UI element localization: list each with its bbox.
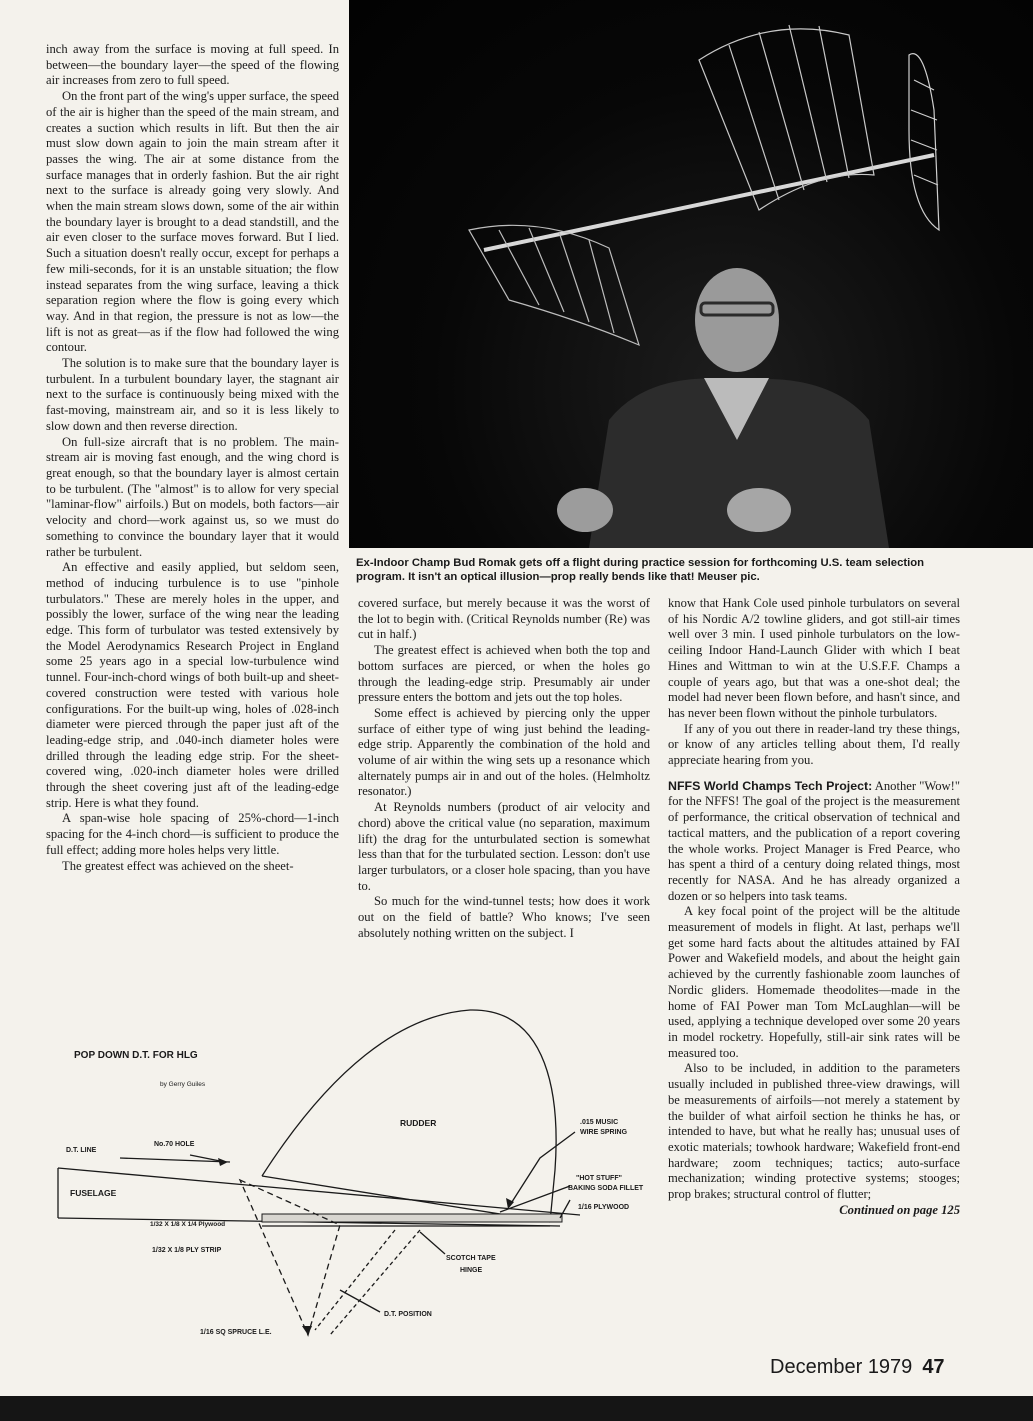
paragraph: An effective and easily applied, but seldom seen, method of inducing turbulence is to use "pinhole turbulators." These are merely holes in the upper, and possibly the lower, surface of the wing near the leading edge. This form of turbulator was tested extensively by the Model Aerodynamics Research Project in England some 25 years ago in a special low-turbulence wind tunnel. Four-inch-chord wings of both built-up and sheet-covered construction were tested with various hole configurations. For the built-up wing, holes of .028-inch diameter were pierced through the paper just aft of the leading-edge strip, and .040-inch diameter holes were drilled through the leading edge strip. For the sheet-covered wing, .020-inch diameter holes were drilled through the sheet covering just aft of the leading-edge strip. Here is what they found. bbox=[46, 560, 339, 810]
paragraph: know that Hank Cole used pinhole turbulators on several of his Nordic A/2 towline gliders, and got still-air times well over 3 min. I used pinhole turbulators on the low-ceiling Indoor Hand-Launch Glider with which I beat Hines and Wittman to win at the U.S.F.F. Champs a couple of years ago, but that was a one-shot deal; the model had never been flown before, and hasn't since, and has never been flown without the pinhole turbulators. bbox=[668, 596, 960, 720]
continued-note: Continued on page 125 bbox=[839, 1202, 960, 1217]
section-heading: NFFS World Champs Tech Project: bbox=[668, 778, 873, 793]
label-music-wire: .015 MUSIC bbox=[580, 1119, 619, 1126]
diagram-title: POP DOWN D.T. FOR HLG bbox=[74, 1050, 198, 1061]
paragraph: At Reynolds numbers (product of air velocity and chord) above the critical value (no separation, maximum lift) the drag for the unturbulated section is somewhat less than that for the turbulated section. Lesson: don't use larger turbulators, or a closer hole spacing, than you have to. bbox=[358, 800, 650, 893]
photo-glider-flight bbox=[349, 0, 1033, 548]
label-plywood: 1/16 PLYWOOD bbox=[578, 1204, 630, 1211]
section-lead-text: Another "Wow!" for the NFFS! The goal of the project is the measurement of performance, the critical observation of technical and tactical matters, and the publication of a report covering the whole works. Project Manager is Fred Pearce, who has spent a third of a century doing related things, most recently for NASA. And he has already organized a dozen or so helpers into task teams. bbox=[668, 778, 960, 903]
photo-caption: Ex-Indoor Champ Bud Romak gets off a flight during practice session for forthcoming U.S. team selection program. It isn't an optical illusion—prop really bends like that! Meuser pic. bbox=[356, 557, 925, 583]
paragraph: inch away from the surface is moving at full speed. In between—the boundary layer—the speed of the flowing air increases from zero to full speed. bbox=[46, 42, 339, 88]
paragraph: A span-wise hole spacing of 25%-chord—1-inch spacing for the 4-inch chord—is sufficient to produce the full effect; adding more holes helps very little. bbox=[46, 811, 339, 857]
scan-border bbox=[0, 1396, 1033, 1421]
paragraph: Also to be included, in addition to the parameters usually included in published three-view drawings, will be measurements of airfoils—not merely a statement by the builder of what airfoil section he thinks he has, or intended to have, but what he really has; unusual uses of exotic materials; towhook hardware; Wakefield front-end hardware; zoom techniques; tactics; auto-surface mechanization; winding protective systems; stooges; prop brakes; structural control of flutter; bbox=[668, 1061, 960, 1202]
label-scotch-tape: SCOTCH TAPE bbox=[446, 1255, 496, 1262]
paragraph: So much for the wind-tunnel tests; how does it work out on the field of battle? Who knows; I've seen absolutely nothing written on the subject. I bbox=[358, 894, 650, 940]
paragraph: If any of you out there in reader-land try these things, or know of any articles telling about them, I'd really appreciate hearing from you. bbox=[668, 721, 960, 768]
photo-illustration bbox=[349, 0, 1033, 548]
label-rudder: RUDDER bbox=[400, 1118, 437, 1128]
label-dt-position: D.T. POSITION bbox=[384, 1311, 432, 1318]
paragraph: Some effect is achieved by piercing only the upper surface of either type of wing just behind the leading-edge strip. Apparently the combination of the hold and volume of air within the wing sets up a resonance which alternately pumps air in and out of the holes. (Helmholtz resonator.) bbox=[358, 705, 650, 799]
label-baking-soda: BAKING SODA FILLET bbox=[568, 1185, 644, 1192]
pop-down-dt-diagram bbox=[40, 990, 680, 1350]
label-dt-line: D.T. LINE bbox=[66, 1147, 97, 1154]
label-wire-spring: WIRE SPRING bbox=[580, 1129, 628, 1136]
label-spruce: 1/16 SQ SPRUCE L.E. bbox=[200, 1329, 272, 1336]
paragraph: covered surface, but merely because it was the worst of the lot to begin with. (Critical Reynolds number (Re) was cut in half.) bbox=[358, 596, 650, 642]
paragraph: A key focal point of the project will be the altitude measurement of models in flight. At last, perhaps we'll get some hard facts about the altitudes attained by FAI Power and Wakefield models, and about the height gain achieved by the currently fashionable zoom launches of Nordic gliders. Homemade theodolites—made in the home of FAI Power man Tom McLaughlan—will be used, applying a technique developed over some 20 years in model rocketry. Hopefully, still-air sink rates will be measured too. bbox=[668, 904, 960, 1060]
paragraph: The greatest effect is achieved when both the top and bottom surfaces are pierced, or when the holes go through the leading-edge strip. Presumably air under pressure enters the bottom and jets out the top holes. bbox=[358, 643, 650, 705]
label-plywood-block: 1/32 X 1/8 X 1/4 Plywood bbox=[150, 1221, 226, 1228]
label-hinge: HINGE bbox=[460, 1267, 483, 1274]
text-column-2 bbox=[358, 596, 650, 941]
issue-date: December 1979 bbox=[770, 1356, 913, 1378]
label-ply-strip: 1/32 X 1/8 PLY STRIP bbox=[152, 1247, 222, 1254]
label-fuselage: FUSELAGE bbox=[70, 1188, 117, 1198]
paragraph: On full-size aircraft that is no problem. The main-stream air is moving fast enough, and the wing chord is great enough, so that the boundary layer is almost certain to be turbulent. (The "almost" is to allow for very special "laminar-flow" airfoils.) But on models, both factors—air velocity and chord—work against us, so we must do something to convince the boundary layer that it would rather be turbulent. bbox=[46, 434, 339, 559]
paragraph: The greatest effect was achieved on the sheet- bbox=[62, 858, 294, 873]
label-hole: No.70 HOLE bbox=[154, 1141, 195, 1148]
paragraph: The solution is to make sure that the boundary layer is turbulent. In a turbulent boundary layer, the stagnant air next to the surface is continuously being mixed with the fast-moving, mainstream air, and so it is less likely to slow down and then reverse direction. bbox=[46, 356, 339, 433]
page-number: 47 bbox=[922, 1356, 945, 1378]
page-footer bbox=[770, 1356, 945, 1379]
label-hot-stuff: "HOT STUFF" bbox=[576, 1175, 622, 1182]
paragraph: On the front part of the wing's upper surface, the speed of the air is higher than the speed of the main stream, and creates a suction which results in lift. But then the air must slow down again to join the main stream after it passes the wing. The air at some distance from the surface manages that in orderly fashion. But the air right next to the surface is already going very slowly. And when the main stream slows down, some of the air within the boundary layer is brought to a dead standstill, and the air even closer to the surface moves forward. But I lied. Such a situation doesn't really occur, except for perhaps a few mili-seconds, for it is an unstable situation; the flow instead separates from the wing surface, leaving a thick separation region where the flow is going every which way. And in that region, the pressure is not as low—the lift is not as great—as if the flow had followed the wing contour. bbox=[46, 89, 339, 355]
text-column-3 bbox=[668, 596, 960, 1218]
fuselage-top-line bbox=[58, 1168, 580, 1215]
text-column-1 bbox=[46, 42, 339, 874]
diagram-byline: by Gerry Guiles bbox=[160, 1081, 206, 1088]
section-paragraph bbox=[668, 779, 960, 905]
